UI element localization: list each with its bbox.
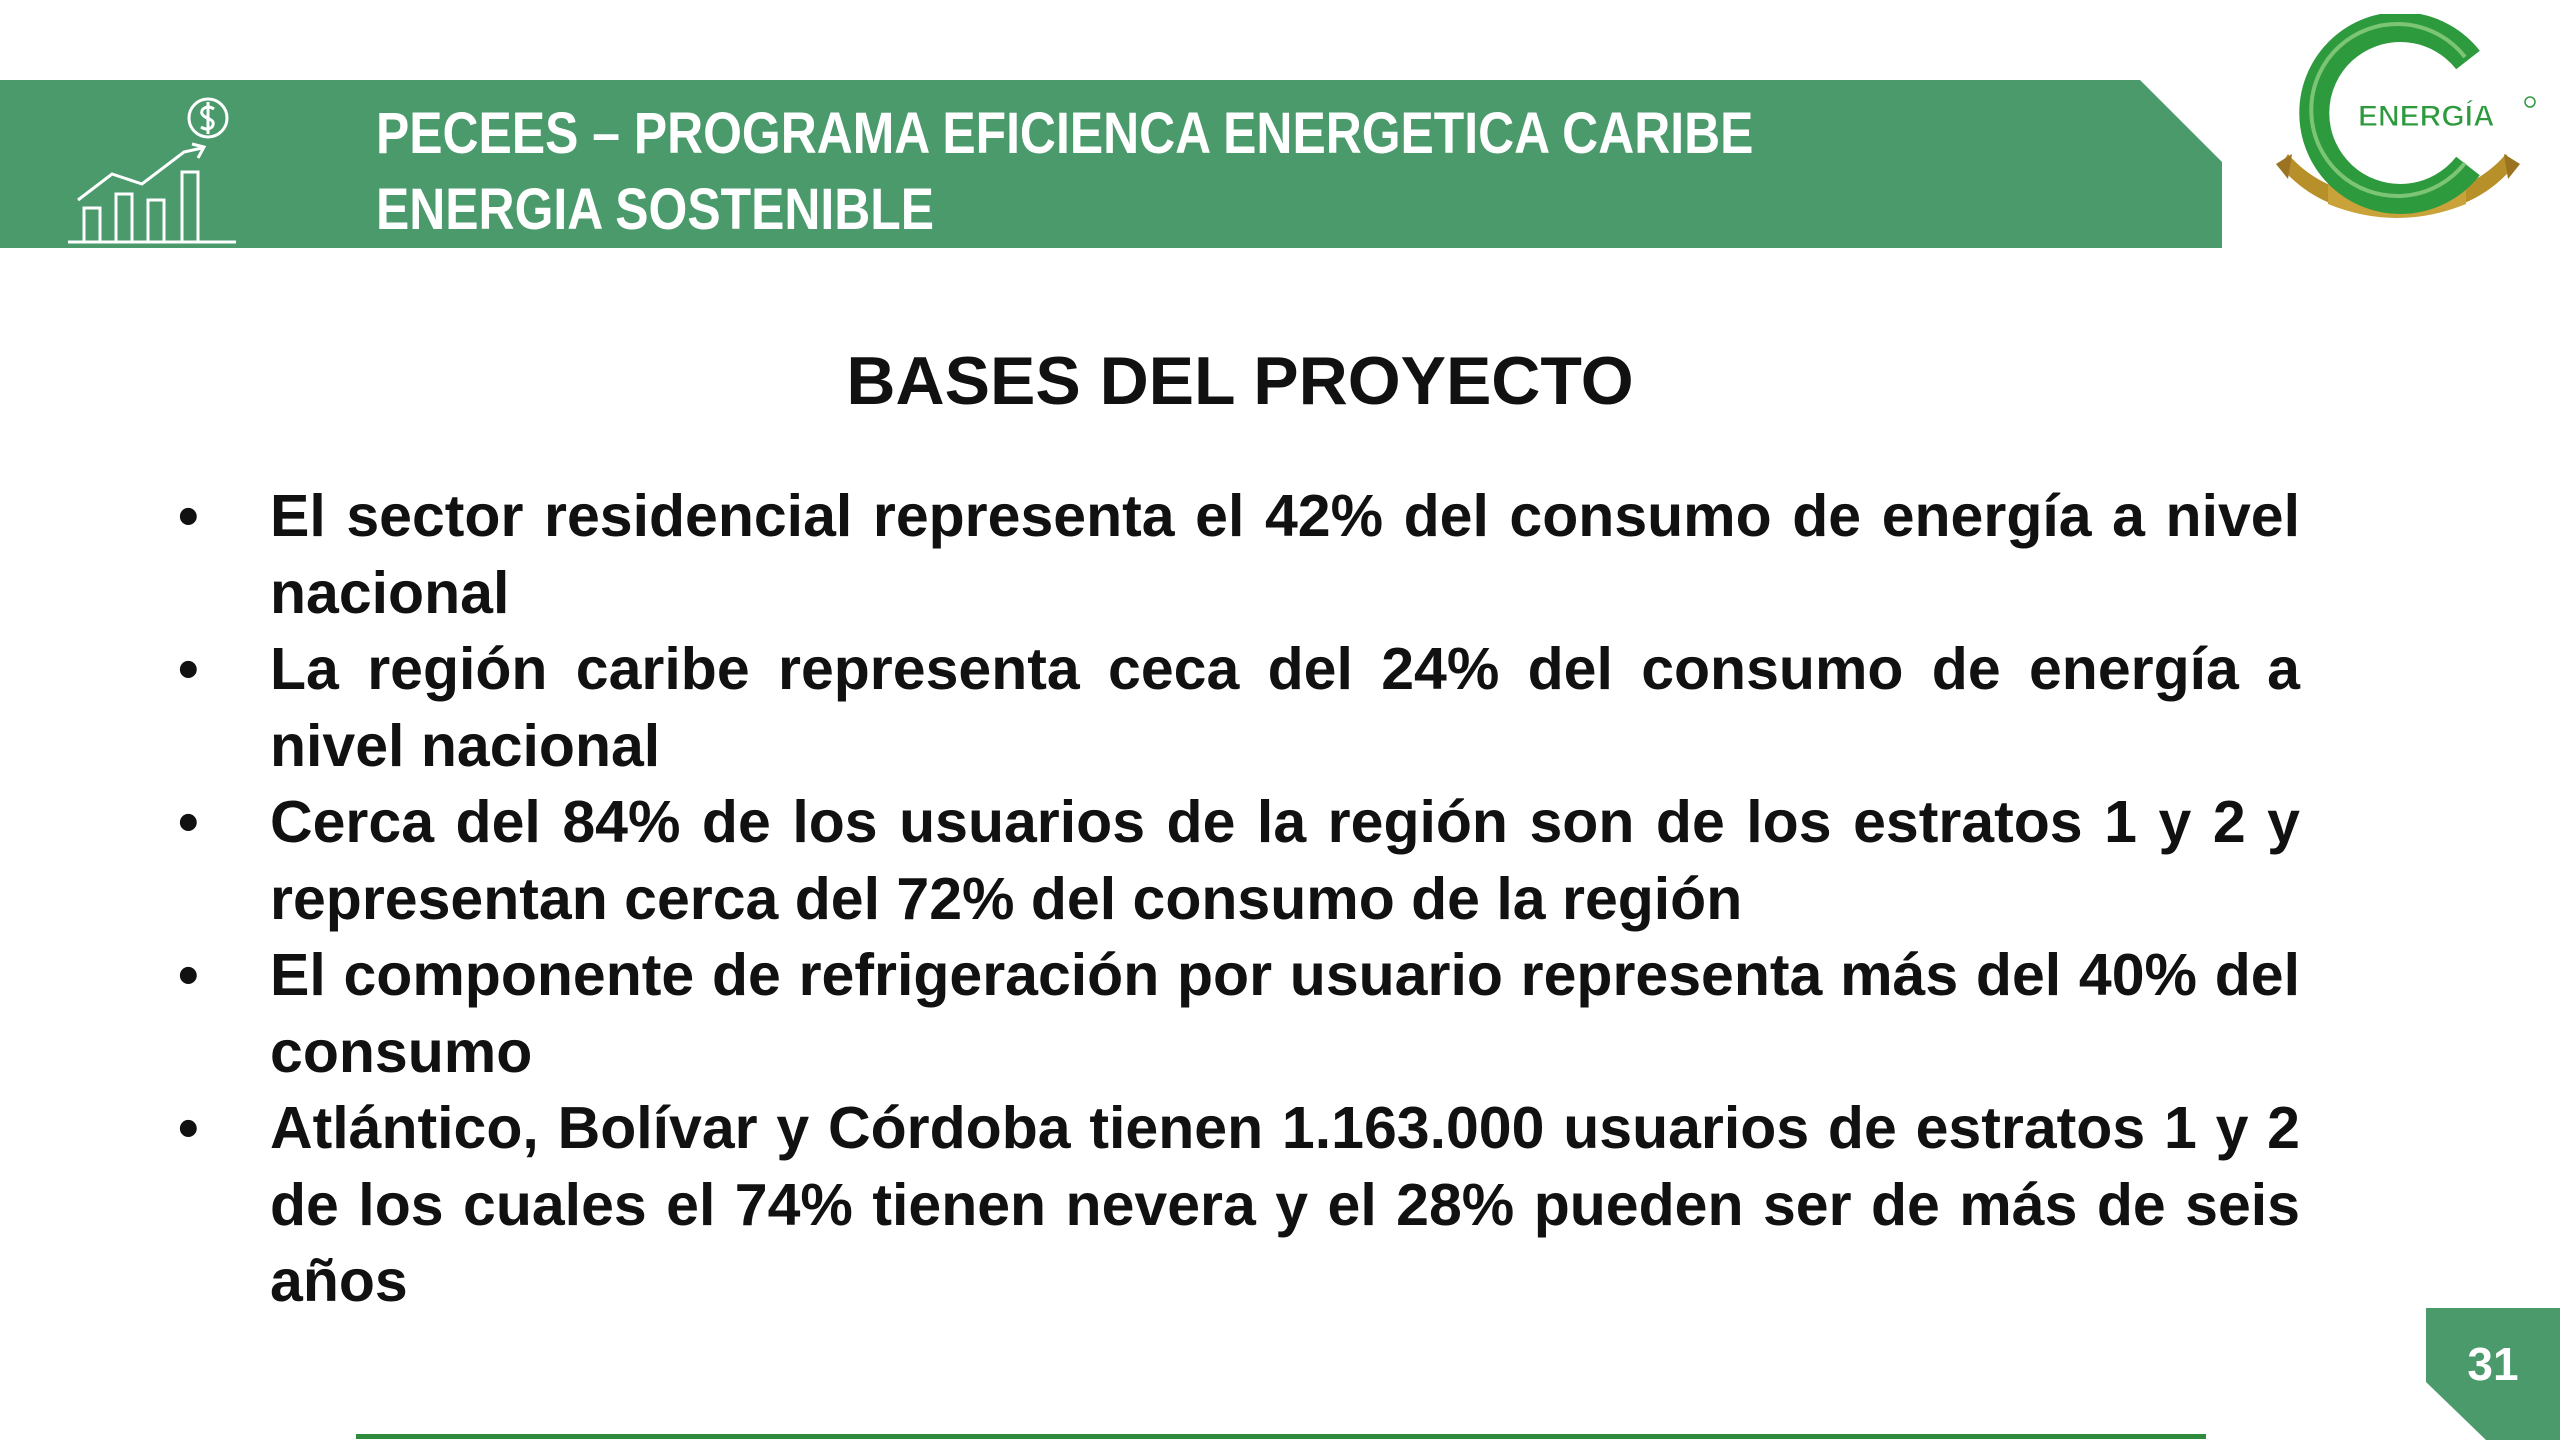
bullet-list (170, 478, 2300, 1320)
header-title-line-2: ENERGIA SOSTENIBLE (376, 177, 934, 242)
bullet-marker: • (178, 1095, 199, 1161)
bullet-item (170, 478, 2300, 631)
bullet-marker: • (178, 483, 199, 549)
bullet-text: La región caribe representa ceca del 24% del consumo de energía a nivel nacional (270, 636, 2300, 779)
bullet-text: Atlántico, Bolívar y Córdoba tienen 1.163.000 usuarios de estratos 1 y 2 de los cuales el 74% tienen nevera y el 28% pueden ser de más de seis años (270, 1095, 2300, 1314)
bullet-item (170, 631, 2300, 784)
footer-divider (356, 1434, 2206, 1439)
slide-heading: BASES DEL PROYECTO (846, 343, 1634, 419)
logo-wordmark: ENERGÍA (2358, 100, 2495, 133)
bullet-item (170, 784, 2300, 937)
bullet-text: Cerca del 84% de los usuarios de la región son de los estratos 1 y 2 y representan cerca del 72% del consumo de la región (270, 789, 2300, 932)
header-title (376, 96, 1753, 248)
growth-chart-dollar-icon (66, 96, 242, 246)
bullet-marker: • (178, 942, 199, 1008)
bullet-item (170, 937, 2300, 1090)
bullet-marker: • (178, 636, 199, 702)
bullet-text: El sector residencial representa el 42% del consumo de energía a nivel nacional (270, 483, 2300, 626)
bullet-marker: • (178, 789, 199, 855)
bullet-text: El componente de refrigeración por usuario representa más del 40% del consumo (270, 942, 2300, 1085)
c-energia-logo (2258, 14, 2538, 224)
bullet-item (170, 1090, 2300, 1320)
page-number: 31 (2467, 1338, 2519, 1390)
header-title-line-1: PECEES – PROGRAMA EFICIENCA ENERGETICA CARIBE (376, 101, 1754, 166)
